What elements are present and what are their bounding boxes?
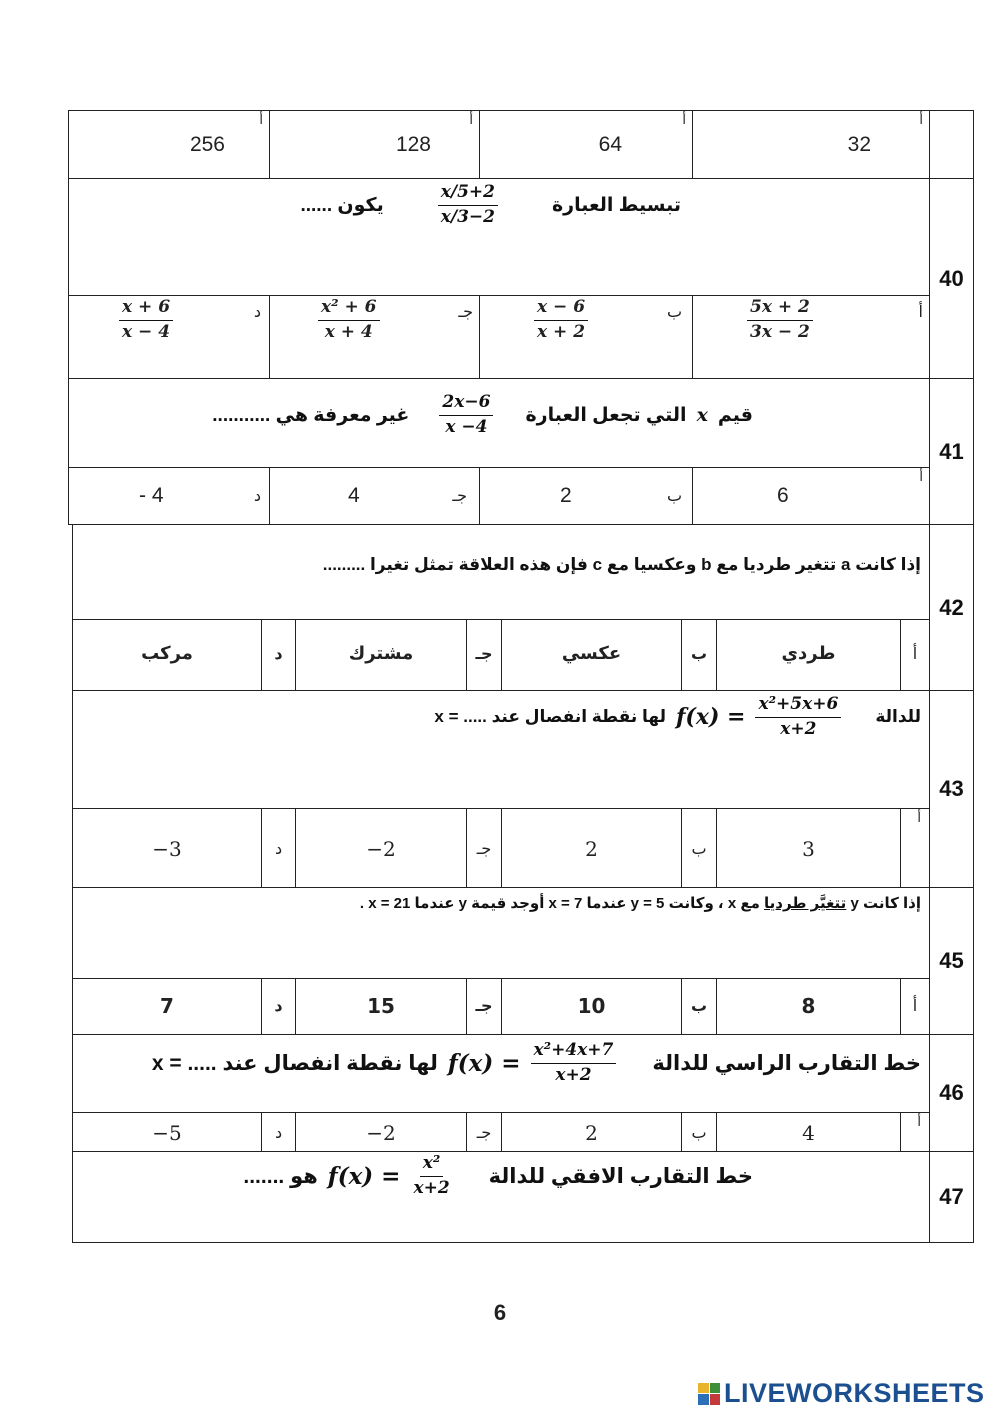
option-b[interactable] bbox=[681, 808, 717, 888]
option-c[interactable] bbox=[466, 978, 502, 1035]
question-text: لها نقطة انفصال عند ..... = x bbox=[151, 1051, 438, 1075]
option-letter: ب bbox=[691, 839, 707, 858]
option-letter: ب bbox=[690, 996, 708, 1015]
liveworksheets-icon bbox=[698, 1383, 720, 1405]
function-label: f(x) = bbox=[675, 704, 746, 731]
option-c-value[interactable] bbox=[295, 1112, 467, 1152]
expression-fraction: $\frac{5+2/x}{3-2/x}$ bbox=[438, 183, 498, 227]
option-value: 64 bbox=[598, 133, 622, 156]
option-a-value[interactable] bbox=[716, 619, 901, 691]
option-d[interactable] bbox=[261, 619, 296, 691]
option-value: 3 bbox=[802, 837, 815, 861]
option-b-value[interactable] bbox=[501, 619, 682, 691]
question-text-underlined: تتغيَّر طرديا bbox=[764, 895, 847, 912]
option-value: −2 bbox=[366, 1121, 396, 1145]
question-number-45: 45 bbox=[929, 887, 974, 1035]
option-value: مركب bbox=[141, 643, 193, 664]
option-c[interactable] bbox=[466, 808, 502, 888]
question-text: يكون ...... bbox=[300, 194, 384, 216]
option-d-value[interactable] bbox=[72, 1112, 262, 1152]
question-text: إذا كانت a تتغير طرديا مع b وعكسيا مع c فإن هذه العلاقة تمثل تغيرا ......... bbox=[322, 555, 921, 574]
option-a-value[interactable] bbox=[716, 1112, 901, 1152]
option-value: −2 bbox=[366, 837, 396, 861]
option-letter: أ bbox=[919, 113, 923, 128]
option-letter: ب bbox=[691, 1123, 707, 1142]
option-b[interactable] bbox=[479, 467, 693, 525]
question-number-41: 41 bbox=[929, 378, 974, 525]
option-value: 4 bbox=[348, 484, 360, 507]
option-letter: جـ bbox=[475, 996, 493, 1015]
option-fraction: $\frac{x + 6}{x - 4}$ bbox=[119, 298, 173, 342]
option-c-value[interactable] bbox=[295, 978, 467, 1035]
option-c[interactable] bbox=[269, 295, 480, 379]
question-42-stem bbox=[72, 524, 930, 620]
option-c[interactable] bbox=[269, 467, 480, 525]
option-letter: أ bbox=[912, 996, 918, 1015]
option-d[interactable] bbox=[68, 295, 270, 379]
option-b[interactable] bbox=[479, 295, 693, 379]
expression-fraction: $\frac{\text{x²+5x+6}}{x+2}$ bbox=[755, 695, 841, 739]
option-letter: أ bbox=[918, 302, 923, 321]
function-label: f(x) = bbox=[447, 1049, 521, 1077]
question-text: التي تجعل العبارة bbox=[525, 404, 687, 426]
question-47-stem bbox=[72, 1151, 930, 1243]
option-value: 2 bbox=[585, 837, 598, 861]
option-c[interactable] bbox=[466, 619, 502, 691]
question-text: خط التقارب الافقي للدالة bbox=[488, 1164, 753, 1188]
liveworksheets-logo bbox=[698, 1378, 985, 1409]
question-text: غير معرفة هي ........... bbox=[212, 404, 410, 426]
question-text: قيم bbox=[717, 404, 753, 426]
question-number-43: 43 bbox=[929, 690, 974, 888]
option-b-value[interactable] bbox=[501, 1112, 682, 1152]
question-text: تبسيط العبارة bbox=[551, 194, 681, 216]
option-letter: أ bbox=[917, 811, 921, 826]
variable: x bbox=[696, 404, 708, 427]
option-letter: د bbox=[274, 839, 283, 858]
question-number-42: 42 bbox=[929, 524, 974, 691]
question-40-stem bbox=[68, 178, 930, 296]
option-value: 32 bbox=[847, 133, 871, 156]
option-value: 2 bbox=[560, 484, 572, 507]
option-letter: جـ bbox=[452, 486, 467, 505]
option-value: 256 bbox=[189, 133, 225, 156]
option-a[interactable] bbox=[692, 467, 930, 525]
option-value: - 4 bbox=[139, 484, 164, 507]
question-46-stem bbox=[72, 1034, 930, 1113]
option-a[interactable] bbox=[900, 1112, 930, 1152]
option-a-128[interactable] bbox=[269, 110, 480, 179]
option-b-value[interactable] bbox=[501, 978, 682, 1035]
row-39-number-cell bbox=[929, 110, 974, 179]
option-d-value[interactable] bbox=[72, 978, 262, 1035]
option-a[interactable] bbox=[900, 619, 930, 691]
option-value: 4 bbox=[802, 1121, 815, 1145]
option-value: 7 bbox=[160, 994, 174, 1018]
option-a-value[interactable] bbox=[716, 978, 901, 1035]
question-text: للدالة bbox=[875, 707, 921, 727]
option-a-value[interactable] bbox=[716, 808, 901, 888]
option-d[interactable] bbox=[68, 467, 270, 525]
option-letter: د bbox=[253, 486, 261, 505]
option-letter: جـ bbox=[458, 302, 473, 321]
option-letter: جـ bbox=[476, 1123, 492, 1142]
option-letter: أ bbox=[469, 113, 473, 128]
option-value: 15 bbox=[367, 994, 395, 1018]
option-d[interactable] bbox=[261, 1112, 296, 1152]
option-value: عكسي bbox=[561, 643, 622, 664]
option-value: −3 bbox=[152, 837, 182, 861]
option-a[interactable] bbox=[692, 295, 930, 379]
option-letter: ب bbox=[690, 644, 708, 663]
option-value: −5 bbox=[152, 1121, 182, 1145]
expression-fraction: $\frac{2x-6}{x -4}$ bbox=[439, 393, 493, 437]
option-letter: أ bbox=[259, 113, 263, 128]
question-41-stem bbox=[68, 378, 930, 468]
option-letter: ب bbox=[666, 486, 682, 505]
option-a[interactable] bbox=[900, 978, 930, 1035]
option-value: 8 bbox=[801, 994, 816, 1018]
option-letter: جـ bbox=[476, 839, 492, 858]
option-a[interactable] bbox=[900, 808, 930, 888]
option-fraction: $\frac{\text{x² + 6}}{x + 4}$ bbox=[318, 298, 380, 342]
option-letter: جـ bbox=[475, 644, 493, 663]
option-value: 128 bbox=[395, 133, 431, 156]
option-a-256[interactable] bbox=[68, 110, 270, 179]
option-d[interactable] bbox=[261, 808, 296, 888]
expression-fraction: $\frac{\text{x²+4x+7}}{x+2}$ bbox=[531, 1041, 617, 1085]
option-a-32[interactable] bbox=[692, 110, 930, 179]
option-d-value[interactable] bbox=[72, 808, 262, 888]
question-number-46: 46 bbox=[929, 1034, 974, 1152]
option-value: مشترك bbox=[348, 643, 414, 664]
option-value: طردي bbox=[781, 643, 836, 664]
option-b[interactable] bbox=[681, 1112, 717, 1152]
option-c[interactable] bbox=[466, 1112, 502, 1152]
page-number: 6 bbox=[493, 1300, 507, 1325]
option-value: 10 bbox=[577, 994, 606, 1018]
option-letter: أ bbox=[912, 644, 918, 663]
option-value: 6 bbox=[777, 484, 789, 507]
question-number-40: 40 bbox=[929, 178, 974, 379]
option-letter: أ bbox=[919, 470, 923, 485]
option-c-value[interactable] bbox=[295, 619, 467, 691]
question-43-stem bbox=[72, 690, 930, 809]
brand-name: LIVEWORKSHEETS bbox=[724, 1378, 985, 1408]
option-letter: د bbox=[274, 1123, 283, 1142]
option-a-64[interactable] bbox=[479, 110, 693, 179]
option-letter: أ bbox=[682, 113, 686, 128]
function-label: f(x) = bbox=[327, 1162, 401, 1190]
question-text: هو ....... bbox=[243, 1164, 318, 1188]
option-b[interactable] bbox=[681, 978, 717, 1035]
option-d-value[interactable] bbox=[72, 619, 262, 691]
option-value: 2 bbox=[585, 1121, 598, 1145]
option-letter: د bbox=[253, 302, 261, 321]
option-b-value[interactable] bbox=[501, 808, 682, 888]
question-number-47: 47 bbox=[929, 1151, 974, 1243]
option-letter: د bbox=[274, 996, 283, 1015]
option-fraction: $\frac{x - 6}{x + 2}$ bbox=[534, 298, 588, 342]
option-b[interactable] bbox=[681, 619, 717, 691]
option-c-value[interactable] bbox=[295, 808, 467, 888]
question-text: إذا كانت y bbox=[846, 895, 921, 912]
option-fraction: $\frac{5x + 2}{3x - 2}$ bbox=[747, 298, 813, 342]
question-text: مع x ، وكانت y = 5 عندما x = 7 أوجد قيمة y عندما x = 21 . bbox=[359, 895, 765, 912]
option-letter: أ bbox=[917, 1115, 921, 1130]
question-45-stem bbox=[72, 887, 930, 979]
option-letter: د bbox=[274, 644, 283, 663]
option-d[interactable] bbox=[261, 978, 296, 1035]
question-text: لها نقطة انفصال عند ..... = x bbox=[434, 707, 666, 727]
question-text: خط التقارب الراسي للدالة bbox=[652, 1051, 921, 1075]
expression-fraction: $\frac{\text{x²}}{x+2}$ bbox=[413, 1153, 450, 1198]
option-letter: ب bbox=[666, 302, 682, 321]
